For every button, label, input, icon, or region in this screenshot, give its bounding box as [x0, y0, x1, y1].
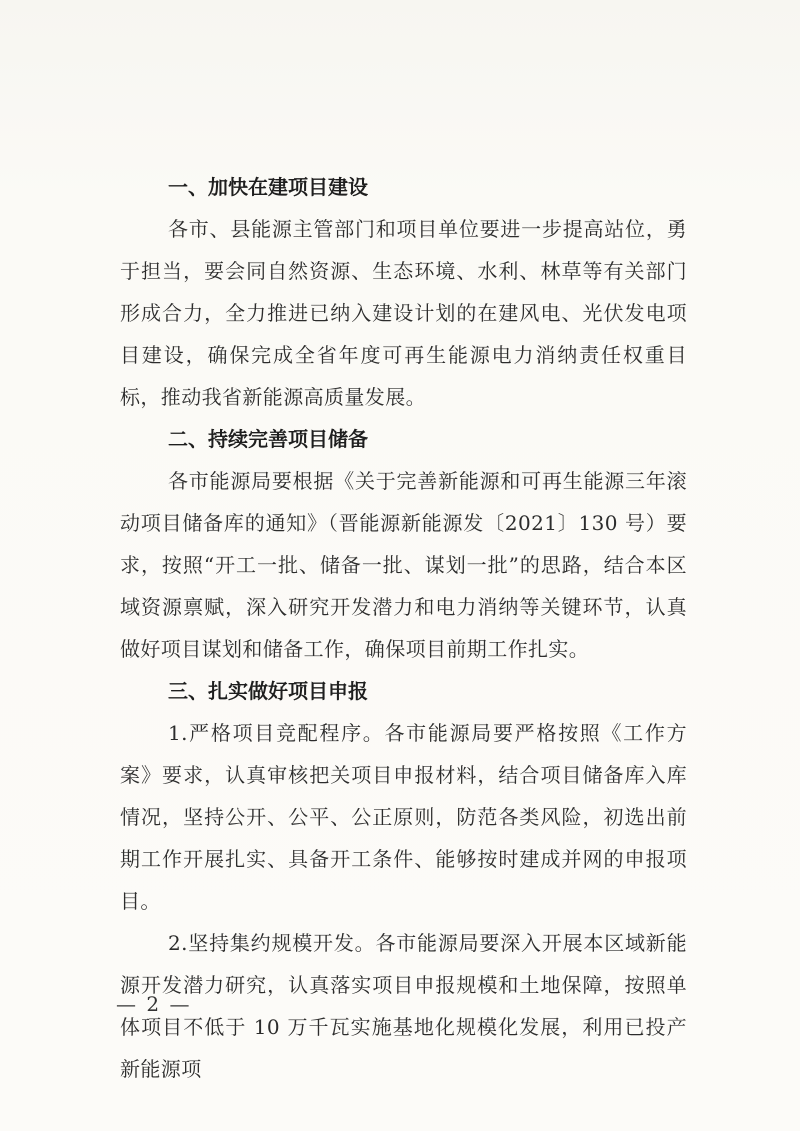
paragraph-1: 各市、县能源主管部门和项目单位要进一步提高站位，勇于担当，要会同自然资源、生态环境、水利、林草等有关部门形成合力，全力推进已纳入建设计划的在建风电、光伏发电项目建设，确保完成全省年度可再生能源电力消纳责任权重目标，推动我省新能源高质量发展。 — [120, 217, 687, 409]
section-heading-3: 三、扎实做好项目申报 — [168, 679, 368, 703]
paragraph-2: 各市能源局要根据《关于完善新能源和可再生能源三年滚动项目储备库的通知》（晋能源新能源发〔2021〕130 号）要求，按照“开工一批、储备一批、谋划一批”的思路，结合本区域资源禀赋，深入研究开发潜力和电力消纳等关键环节，认真做好项目谋划和储备工作，确保项目前期工作扎实。 — [120, 469, 687, 661]
section-heading-2: 二、持续完善项目储备 — [168, 427, 368, 451]
paragraph-4: 2.坚持集约规模开发。各市能源局要深入开展本区域新能源开发潜力研究，认真落实项目申报规模和土地保障，按照单体项目不低于 10 万千瓦实施基地化规模化发展，利用已投产新能源项 — [120, 931, 687, 1081]
paragraph-3: 1.严格项目竞配程序。各市能源局要严格按照《工作方案》要求，认真审核把关项目申报材料，结合项目储备库入库情况，坚持公开、公平、公正原则，防范各类风险，初选出前期工作开展扎实、具备开工条件、能够按时建成并网的申报项目。 — [120, 721, 687, 913]
section-heading-1: 一、加快在建项目建设 — [168, 175, 368, 199]
page-number: — 2 — — [116, 992, 192, 1016]
document-body — [120, 166, 687, 1090]
